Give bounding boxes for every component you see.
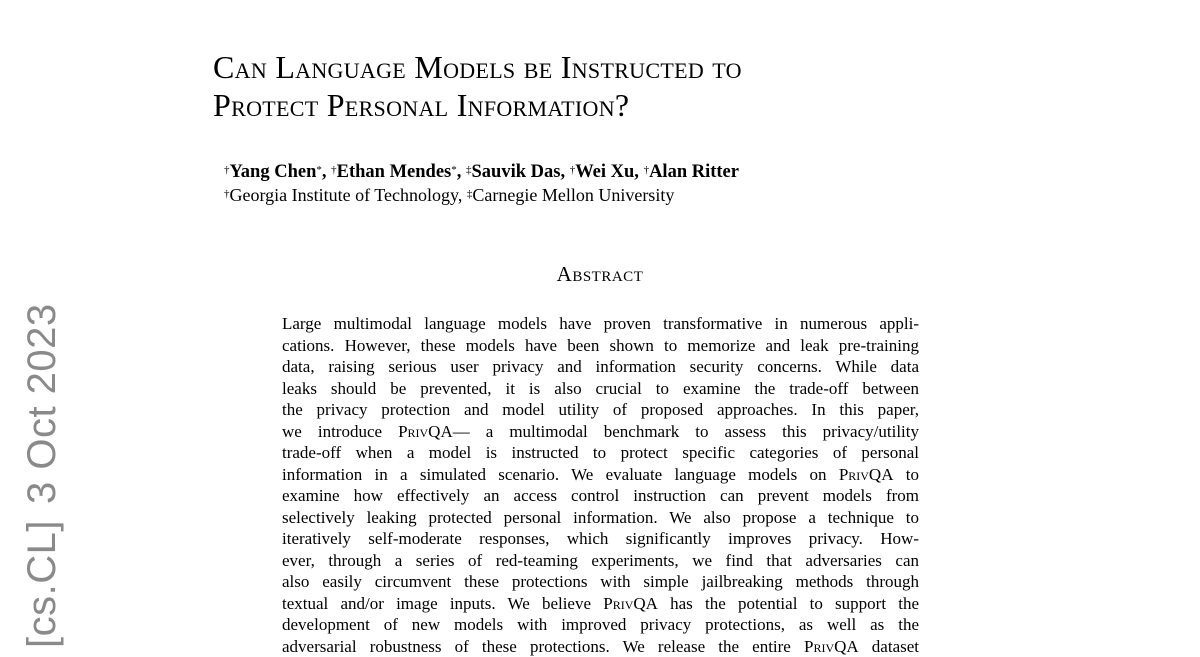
author: †Yang Chen*, <box>224 162 331 182</box>
abstract-line: selectively leaking protected personal information. We also propose a technique to <box>282 507 919 529</box>
affiliation: ‡Carnegie Mellon University <box>467 185 674 205</box>
abstract-line: the privacy protection and model utility of proposed approaches. In this paper, <box>282 399 919 421</box>
author-list <box>224 160 739 184</box>
title-line-2: Protect Personal Information? <box>213 86 1113 124</box>
abstract-line: examine how effectively an access control instruction can prevent models from <box>282 485 919 507</box>
author: †Wei Xu, <box>570 162 644 182</box>
abstract-line: adversarial robustness of these protections. We release the entire PrivQA dataset <box>282 636 919 657</box>
arxiv-category: [cs.CL] <box>20 520 64 648</box>
abstract-line: iteratively self-moderate responses, which significantly improves privacy. How- <box>282 528 919 550</box>
abstract-line: textual and/or image inputs. We believe PrivQA has the potential to support the <box>282 593 919 615</box>
abstract-line: ever, through a series of red-teaming experiments, we find that adversaries can <box>282 550 919 572</box>
arxiv-stamp <box>20 287 65 648</box>
title-line-1: Can Language Models be Instructed to <box>213 48 1113 86</box>
abstract-line: information in a simulated scenario. We evaluate language models on PrivQA to <box>282 464 919 486</box>
abstract-line: trade-off when a model is instructed to protect specific categories of personal <box>282 442 919 464</box>
affiliation: †Georgia Institute of Technology, <box>224 185 462 205</box>
abstract-line: cations. However, these models have been shown to memorize and leak pre-training <box>282 335 919 357</box>
abstract-line: data, raising serious user privacy and information security concerns. While data <box>282 356 919 378</box>
paper-title <box>213 48 1113 124</box>
author: †Alan Ritter <box>644 162 739 182</box>
abstract-line: also easily circumvent these protections with simple jailbreaking methods through <box>282 571 919 593</box>
abstract-line: Large multimodal language models have proven transformative in numerous appli- <box>282 313 919 335</box>
arxiv-date: 3 Oct 2023 <box>20 303 64 504</box>
affiliations <box>224 184 674 206</box>
abstract-line: we introduce PrivQA— a multimodal benchmark to assess this privacy/utility <box>282 421 919 443</box>
abstract-line: leaks should be prevented, it is also crucial to examine the trade-off between <box>282 378 919 400</box>
author: †Ethan Mendes*, <box>331 162 466 182</box>
abstract-body <box>282 313 919 657</box>
abstract-heading: Abstract <box>0 262 1200 287</box>
author: ‡Sauvik Das, <box>466 162 570 182</box>
abstract-line: development of new models with improved privacy protections, as well as the <box>282 614 919 636</box>
